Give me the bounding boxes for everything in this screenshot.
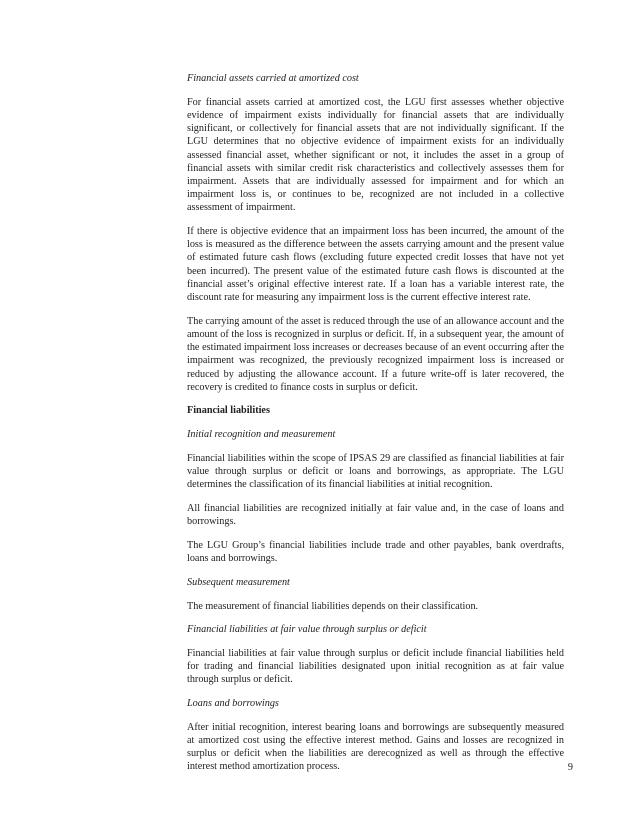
document-page xyxy=(187,72,564,784)
subheading-fvtsd: Financial liabilities at fair value through surplus or deficit xyxy=(187,624,427,636)
paragraph: After initial recognition, interest bearing loans and borrowings are subsequently measured at amortized cost using the effective interest method. Gains and losses are recognized in surplus or deficit when the liabilities are derecognized as well as through the effective interest method amortization process. xyxy=(187,721,564,773)
subheading-loans-borrowings: Loans and borrowings xyxy=(187,698,279,710)
subheading-initial-recognition: Initial recognition and measurement xyxy=(187,429,336,441)
subheading-subsequent-measurement: Subsequent measurement xyxy=(187,576,290,588)
heading-financial-liabilities: Financial liabilities xyxy=(187,405,270,417)
page-number: 9 xyxy=(567,762,573,773)
paragraph: The carrying amount of the asset is reduced through the use of an allowance account and the amount of the loss is recognized in surplus or deficit. If, in a subsequent year, the amount of the estimated impairment loss increases or decreases because of an event occurring after the impairment was recognized, the previously recognized impairment loss is increased or reduced by adjusting the allowance account. If a future write-off is later recovered, the recovery is credited to finance costs in surplus or deficit. xyxy=(187,315,564,393)
subheading-amortized-cost: Financial assets carried at amortized cost xyxy=(187,73,359,84)
paragraph: For financial assets carried at amortized cost, the LGU first assesses whether objective evidence of impairment exists individually for financial assets that are individually significant, or collectively for financial assets that are not individually significant. If the LGU determines that no objective evidence of impairment exists for an individually assessed financial asset, whether significant or not, it includes the asset in a group of financial assets with similar credit risk characteristics and collectively assesses them for impairment. Assets that are individually assessed for impairment and for which an impairment loss is, or continues to be, recognized are not included in a collective assessment of impairment. xyxy=(187,96,564,214)
paragraph: All financial liabilities are recognized initially at fair value and, in the case of loans and borrowings. xyxy=(187,502,564,528)
paragraph: The measurement of financial liabilities depends on their classification. xyxy=(187,600,479,612)
paragraph: Financial liabilities at fair value through surplus or deficit include financial liabilities held for trading and financial liabilities designated upon initial recognition as at fair value through surplus or deficit. xyxy=(187,647,564,686)
paragraph: Financial liabilities within the scope of IPSAS 29 are classified as financial liabilities at fair value through surplus or deficit or loans and borrowings, as appropriate. The LGU determines the classification of its financial liabilities at initial recognition. xyxy=(187,452,564,491)
paragraph: The LGU Group’s financial liabilities include trade and other payables, bank overdrafts, loans and borrowings. xyxy=(187,539,564,565)
paragraph: If there is objective evidence that an impairment loss has been incurred, the amount of the loss is measured as the difference between the assets carrying amount and the present value of estimated future cash flows (excluding future expected credit losses that have not yet been incurred). The present value of the estimated future cash flows is discounted at the financial asset’s original effective interest rate. If a loan has a variable interest rate, the discount rate for measuring any impairment loss is the current effective interest rate. xyxy=(187,226,564,304)
